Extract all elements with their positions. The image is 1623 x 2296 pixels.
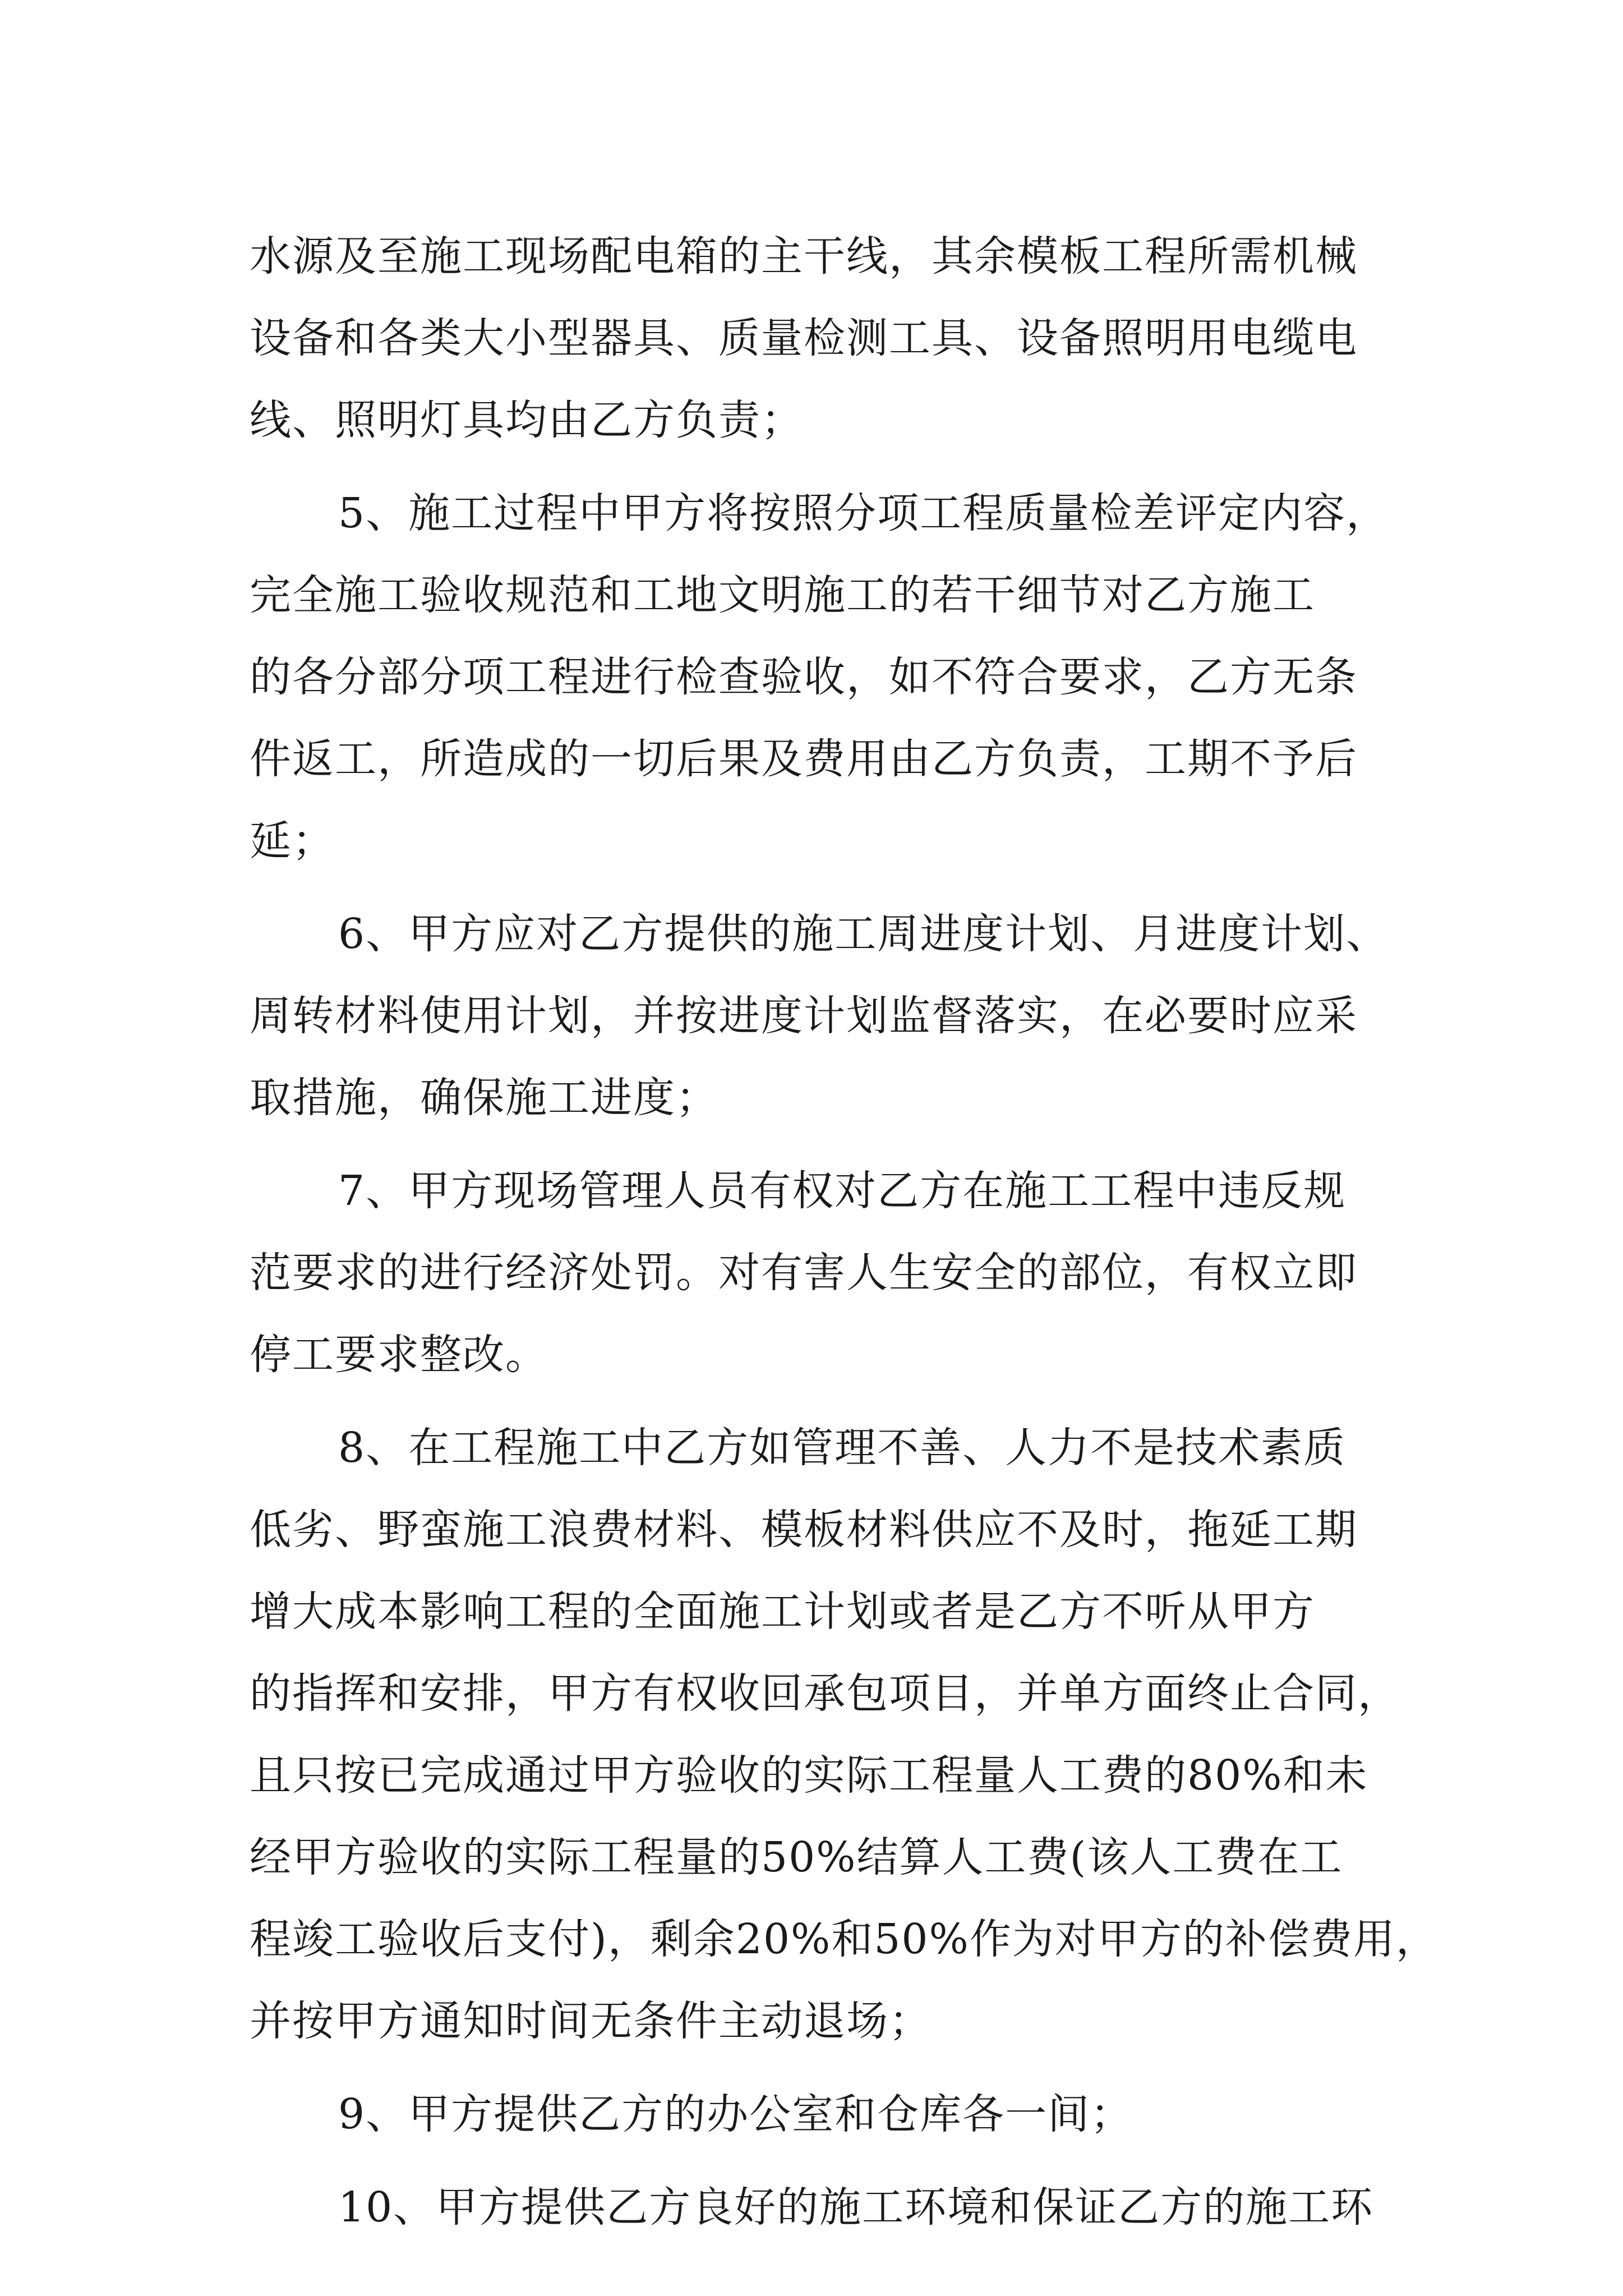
clause-10-line: 10、甲方提供乙方良好的施工环境和保证乙方的施工环 (338, 2183, 1374, 2231)
text-line: 增大成本影响工程的全面施工计划或者是乙方不听从甲方 (250, 1588, 1315, 1636)
text-line: 件返工，所造成的一切后果及费用由乙方负责，工期不予后 (250, 735, 1358, 783)
text-line: 的各分部分项工程进行检查验收，如不符合要求，乙方无条 (250, 653, 1358, 701)
clause-6-line: 6、甲方应对乙方提供的施工周进度计划、月进度计划、 (338, 910, 1389, 958)
text-line: 并按甲方通知时间无条件主动退场； (250, 1997, 932, 2045)
clause-5-line: 5、施工过程中甲方将按照分项工程质量检差评定内容， (338, 489, 1389, 537)
clause-8-line: 8、在工程施工中乙方如管理不善、人力不是技术素质 (338, 1424, 1347, 1472)
text-line: 停工要求整改。 (250, 1331, 548, 1379)
clause-9-line: 9、甲方提供乙方的办公室和仓库各一间； (338, 2090, 1133, 2138)
text-line: 完全施工验收规范和工地文明施工的若干细节对乙方施工 (250, 571, 1315, 619)
document-body (250, 215, 1438, 2248)
text-line: 线、照明灯具均由乙方负责； (250, 396, 804, 444)
text-line: 程竣工验收后支付)，剩余20%和50%作为对甲方的补偿费用， (250, 1915, 1438, 1963)
text-line: 取措施，确保施工进度； (250, 1074, 718, 1122)
text-line: 水源及至施工现场配电箱的主干线，其余模板工程所需机械 (250, 232, 1358, 280)
text-line: 范要求的进行经济处罚。对有害人生安全的部位，有权立即 (250, 1249, 1358, 1297)
text-line: 经甲方验收的实际工程量的50%结算人工费(该人工费在工 (250, 1833, 1343, 1881)
text-line: 且只按已完成通过甲方验收的实际工程量人工费的80%和未 (250, 1751, 1368, 1800)
clause-7-line: 7、甲方现场管理人员有权对乙方在施工工程中违反规 (338, 1167, 1347, 1215)
text-line: 低劣、野蛮施工浪费材料、模板材料供应不及时，拖延工期 (250, 1506, 1358, 1554)
text-line: 设备和各类大小型器具、质量检测工具、设备照明用电缆电 (250, 314, 1358, 362)
text-line: 周转材料使用计划，并按进度计划监督落实，在必要时应采 (250, 992, 1358, 1040)
text-line: 延； (250, 817, 335, 865)
text-line: 的指挥和安排，甲方有权收回承包项目，并单方面终止合同， (250, 1669, 1400, 1718)
